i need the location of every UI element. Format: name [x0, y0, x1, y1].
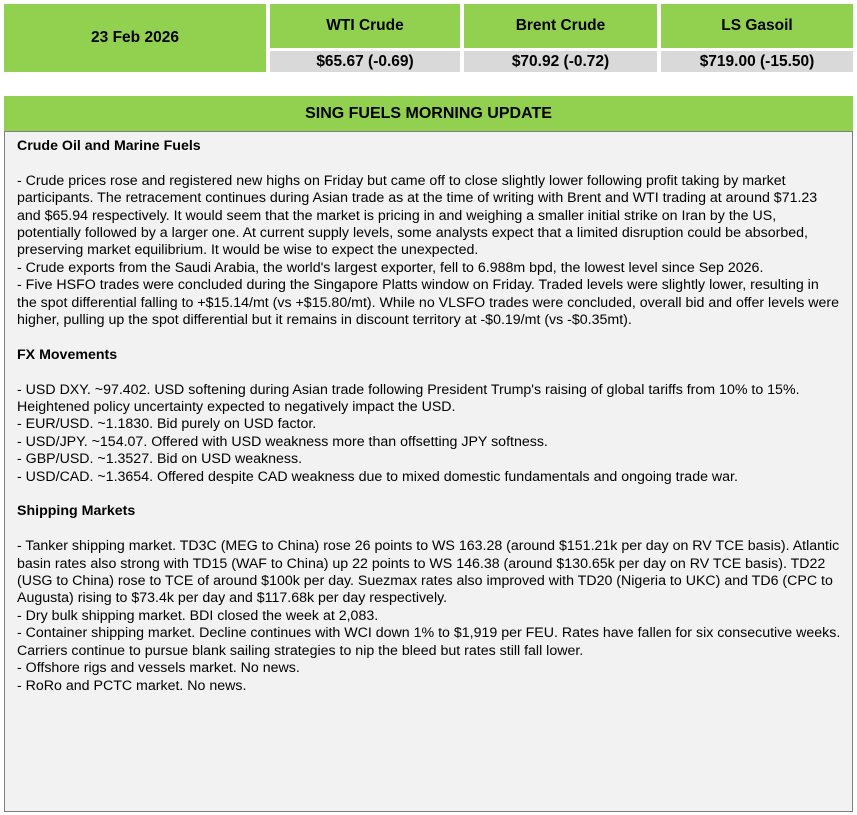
- list-item: - GBP/USD. ~1.3527. Bid on USD weakness.: [17, 451, 303, 468]
- ls-gasoil-header: LS Gasoil: [661, 4, 853, 48]
- list-item: - EUR/USD. ~1.1830. Bid purely on USD factor.: [17, 416, 317, 433]
- brent-crude-price: $70.92 (-0.72): [464, 51, 657, 72]
- list-item: - Tanker shipping market. TD3C (MEG to China) rose 26 points to WS 163.28 (around $151.21k per day on RV TCE basis). Atlantic basin rates also strong with TD15 (WAF to China) up 22 points to WS 146.38 (around $130.65k per day on RV TCE basis). TD22 (USG to China) rose to TCE of around $100k per day. Suezmax rates also improved with TD20 (Nigeria to UKC) and TD6 (CPC to Augusta) rising to $73.4k per day and $117.68k per day respectively.: [17, 538, 840, 607]
- section-shipping-markets: [17, 503, 842, 694]
- list-item: - Dry bulk shipping market. BDI closed the week at 2,083.: [17, 607, 379, 624]
- section-fx-movements: [17, 347, 842, 486]
- list-item: - Five HSFO trades were concluded during the Singapore Platts window on Friday. Traded levels were slightly lower, resulting in the spot differential falling to +$15.14/mt (vs +$15.80/mt). While no VLSFO trades were concluded, overall bid and offer levels were higher, pulling up the spot differential but it remains in discount territory at -$0.19/mt (vs -$0.35mt).: [17, 277, 840, 329]
- list-item: - Crude exports from the Saudi Arabia, the world's largest exporter, fell to 6.988m bpd, the lowest level since Sep 2026.: [17, 259, 764, 276]
- list-item: - USD/JPY. ~154.07. Offered with USD weakness more than offsetting JPY softness.: [17, 433, 548, 450]
- list-item: - RoRo and PCTC market. No news.: [17, 677, 247, 694]
- price-table: [4, 4, 853, 72]
- wti-crude-header: WTI Crude: [270, 4, 460, 48]
- section-title: Crude Oil and Marine Fuels: [17, 138, 201, 154]
- section-title: Shipping Markets: [17, 503, 136, 520]
- list-item: - USD DXY. ~97.402. USD softening during Asian trade following President Trump's raising of global tariffs from 10% to 15%. Heightened policy uncertainty expected to negatively impact the USD.: [17, 381, 800, 416]
- section-crude-oil: [17, 138, 842, 329]
- brent-crude-header: Brent Crude: [464, 4, 657, 48]
- list-item: - Crude prices rose and registered new highs on Friday but came off to close slightly lower following profit taking by market participants. The retracement continues during Asian trade as at the time of writing with Brent and WTI trading at around $71.23 and $65.94 respectively. It would seem that the market is pricing in and weighing a smaller initial strike on Iran by the US, potentially followed by a larger one. At current supply levels, some analysts expect that a limited disruption could be absorbed, preserving market equilibrium. It would be wise to expect the unexpected.: [17, 172, 818, 259]
- list-item: - Container shipping market. Decline continues with WCI down 1% to $1,919 per FEU. Rates have fallen for six consecutive weeks. Carriers continue to pursue blank sailing strategies to nip the bleed but rates still fall lower.: [17, 625, 841, 659]
- list-item: - USD/CAD. ~1.3654. Offered despite CAD weakness due to mixed domestic fundamentals and ongoing trade war.: [17, 468, 738, 485]
- section-title: FX Movements: [17, 346, 118, 363]
- ls-gasoil-price: $719.00 (-15.50): [661, 51, 853, 72]
- update-body: [4, 131, 853, 812]
- list-item: - Offshore rigs and vessels market. No news.: [17, 660, 300, 677]
- wti-crude-price: $65.67 (-0.69): [270, 51, 460, 72]
- report-date: 23 Feb 2026: [4, 4, 266, 72]
- update-title: SING FUELS MORNING UPDATE: [4, 96, 853, 131]
